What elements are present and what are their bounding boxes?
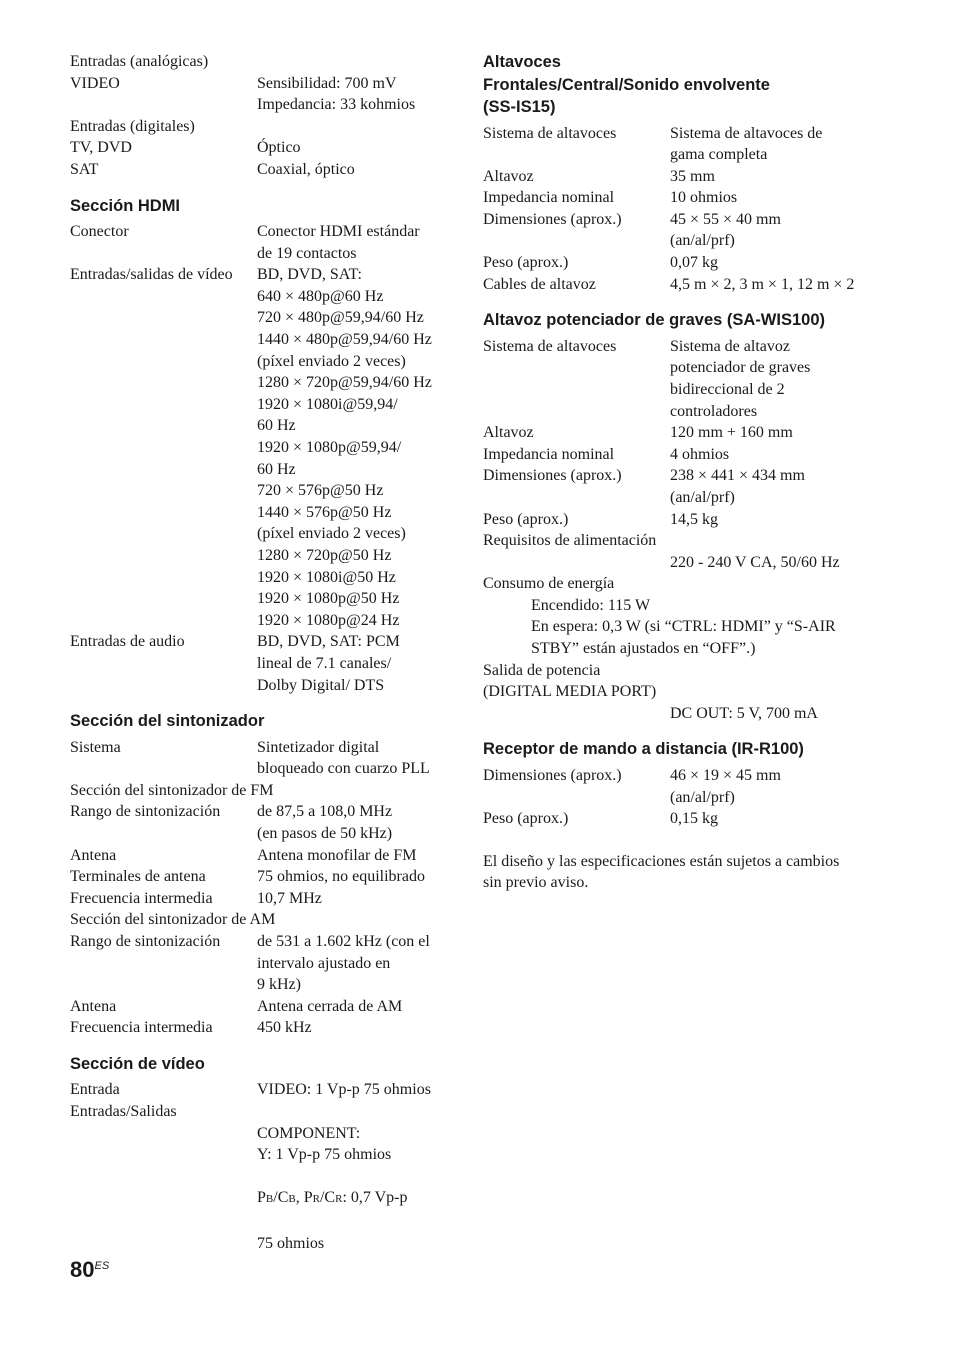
spec-value: Conector HDMI estándar de 19 contactos [257, 223, 420, 262]
spec-label: Requisitos de alimentación [483, 532, 657, 550]
spec-row [70, 264, 450, 631]
page-number-value: 80 [70, 1257, 95, 1282]
text-sub-r: R [335, 1193, 343, 1206]
spec-row [70, 1101, 450, 1276]
spec-value: 46 × 19 × 45 mm (an/al/prf) [670, 766, 781, 806]
spec-key: Impedancia nominal [483, 445, 615, 463]
spec-key: Peso (aprox.) [483, 810, 569, 828]
spec-key: SAT [70, 160, 99, 178]
spec-value: Encendido: 115 W [531, 596, 651, 614]
spec-value-line: 75 ohmios [257, 1234, 325, 1252]
spec-value [257, 1101, 450, 1276]
section-heading-hdmi: Sección HDMI [70, 196, 181, 215]
page-number [70, 1256, 109, 1281]
spec-row [483, 336, 863, 422]
spec-key: Frecuencia intermedia [70, 1019, 213, 1037]
spec-value: 10,7 MHz [257, 889, 322, 907]
spec-row [70, 931, 450, 996]
spec-value: 4,5 m × 2, 3 m × 1, 12 m × 2 [670, 275, 855, 293]
spec-key: Sistema de altavoces [483, 337, 617, 355]
right-column [483, 51, 863, 894]
spec-key: Conector [70, 223, 129, 241]
spec-key: Antena [70, 846, 117, 864]
spec-key: Dimensiones (aprox.) [483, 210, 622, 228]
spec-value: BD, DVD, SAT: 640 × 480p@60 Hz 720 × 480p@59,94/60 Hz 1440 × 480p@59,94/60 Hz (píxel enviado 2 veces) 1280 × 720p@59,94/60 Hz 1920 × 1080i@59,94/ 60 Hz 1920 × 1080p@59,94/ 60 Hz 720 × 576p@50 Hz 1440 × 576p@50 Hz (píxel enviado 2 veces) 1280 × 720p@50 Hz 1920 × 1080i@50 Hz 1920 × 1080p@50 Hz 1920 × 1080p@24 Hz [257, 266, 432, 629]
spec-row [483, 187, 863, 209]
spec-value: 238 × 441 × 434 mm (an/al/prf) [670, 467, 805, 506]
spec-key: Entrada [70, 1081, 120, 1099]
text-sub-r: R [312, 1193, 320, 1206]
spec-key: Peso (aprox.) [483, 510, 569, 528]
spec-key: Entradas de audio [70, 633, 185, 651]
spec-value: 75 ohmios, no equilibrado [257, 868, 425, 886]
spec-row [70, 996, 450, 1018]
spec-key: Dimensiones (aprox.) [483, 766, 622, 784]
spec-key: Entradas/Salidas [70, 1103, 177, 1121]
spec-key: VIDEO [70, 74, 120, 92]
spec-key: Altavoz [483, 167, 534, 185]
section-heading-subwoofer: Altavoz potenciador de graves (SA-WIS100) [483, 311, 825, 330]
section-heading-video: Sección de vídeo [70, 1054, 205, 1073]
spec-value: Óptico [257, 139, 301, 157]
spec-row [483, 509, 863, 531]
text-p: P [257, 1189, 266, 1207]
spec-label: Salida de potencia (DIGITAL MEDIA PORT) [483, 661, 657, 701]
spec-key: Frecuencia intermedia [70, 889, 213, 907]
spec-value: 220 - 240 V CA, 50/60 Hz [670, 553, 840, 571]
spec-key: TV, DVD [70, 139, 132, 157]
spec-value: Antena monofilar de FM [257, 846, 417, 864]
spec-key: Rango de sintonización [70, 803, 221, 821]
spec-key: Altavoz [483, 424, 534, 442]
spec-label: Sección del sintonizador de AM [70, 911, 276, 929]
spec-value: 45 × 55 × 40 mm (an/al/prf) [670, 210, 781, 250]
spec-row [483, 209, 863, 252]
spec-value: Sistema de altavoz potenciador de graves bidireccional de 2 controladores [670, 337, 811, 420]
text-sub-b: B [265, 1193, 274, 1206]
spec-value: de 531 a 1.602 kHz (con el intervalo ajustado en 9 kHz) [257, 932, 430, 994]
spec-value-line: COMPONENT: Y: 1 Vp-p 75 ohmios [257, 1124, 392, 1164]
spec-row [483, 808, 863, 830]
spec-value: 10 ohmios [670, 189, 738, 207]
spec-label: Entradas (analógicas) [70, 53, 209, 70]
spec-row [70, 845, 450, 867]
text-tail: : 0,7 Vp-p [342, 1189, 408, 1207]
spec-key: Entradas/salidas de vídeo [70, 266, 233, 284]
spec-row [483, 166, 863, 188]
spec-row [70, 737, 450, 780]
spec-row [483, 252, 863, 274]
page-number-suffix: ES [94, 1260, 110, 1272]
spec-value: 450 kHz [257, 1019, 312, 1037]
spec-label: Entradas (digitales) [70, 117, 195, 135]
spec-label: Sección del sintonizador de FM [70, 781, 274, 799]
spec-value: 0,15 kg [670, 810, 718, 828]
spec-key: Impedancia nominal [483, 189, 615, 207]
spec-value: VIDEO: 1 Vp-p 75 ohmios [257, 1081, 431, 1099]
text-c: /C [273, 1189, 289, 1207]
spec-row [70, 73, 450, 116]
section-heading-tuner: Sección del sintonizador [70, 712, 265, 731]
spec-key: Sistema [70, 738, 121, 756]
spec-value: 35 mm [670, 167, 715, 185]
spec-value: Antena cerrada de AM [257, 997, 403, 1015]
spec-row [483, 765, 863, 808]
spec-value: 4 ohmios [670, 445, 730, 463]
left-column [70, 51, 450, 1276]
text-p: , P [295, 1189, 313, 1207]
spec-value: de 87,5 a 108,0 MHz (en pasos de 50 kHz) [257, 803, 393, 842]
spec-value: En espera: 0,3 W (si “CTRL: HDMI” y “S-AIR STBY” están ajustados en “OFF”.) [531, 618, 836, 658]
spec-key: Cables de altavoz [483, 275, 596, 293]
spec-value: DC OUT: 5 V, 700 mA [670, 704, 818, 722]
spec-row [70, 866, 450, 888]
section-heading-speakers: Altavoces Frontales/Central/Sonido envolvente (SS-IS15) [483, 53, 770, 116]
spec-key: Sistema de altavoces [483, 124, 617, 142]
disclaimer-note: El diseño y las especificaciones están sujetos a cambios sin previo aviso. [483, 852, 840, 892]
spec-key: Rango de sintonización [70, 932, 221, 950]
spec-row [483, 465, 863, 508]
spec-row [70, 1017, 450, 1039]
spec-label: Consumo de energía [483, 575, 615, 593]
spec-row [70, 801, 450, 844]
spec-value: Sistema de altavoces de gama completa [670, 124, 823, 164]
spec-row [70, 159, 450, 181]
spec-row [70, 1079, 450, 1101]
text-sub-b: B [288, 1193, 296, 1206]
spec-row [483, 123, 863, 166]
spec-value: 120 mm + 160 mm [670, 424, 793, 442]
spec-value: BD, DVD, SAT: PCM lineal de 7.1 canales/ Dolby Digital/ DTS [257, 633, 400, 694]
spec-key: Antena [70, 997, 117, 1015]
spec-value: 0,07 kg [670, 254, 718, 272]
spec-row [483, 422, 863, 444]
spec-row [70, 221, 450, 264]
spec-value-line [257, 1187, 450, 1211]
spec-row [70, 137, 450, 159]
spec-value: 14,5 kg [670, 510, 718, 528]
spec-row [70, 888, 450, 910]
spec-key: Dimensiones (aprox.) [483, 467, 622, 485]
section-heading-ir-receiver: Receptor de mando a distancia (IR-R100) [483, 740, 804, 759]
text-c: /C [319, 1189, 336, 1207]
spec-key: Peso (aprox.) [483, 254, 569, 272]
spec-value: Sintetizador digital bloqueado con cuarzo PLL [257, 738, 430, 778]
spec-row [70, 631, 450, 696]
spec-value: Coaxial, óptico [257, 160, 355, 178]
spec-row [483, 274, 863, 296]
spec-row [483, 444, 863, 466]
spec-value: Sensibilidad: 700 mV Impedancia: 33 kohmios [257, 74, 416, 114]
spec-key: Terminales de antena [70, 868, 206, 886]
